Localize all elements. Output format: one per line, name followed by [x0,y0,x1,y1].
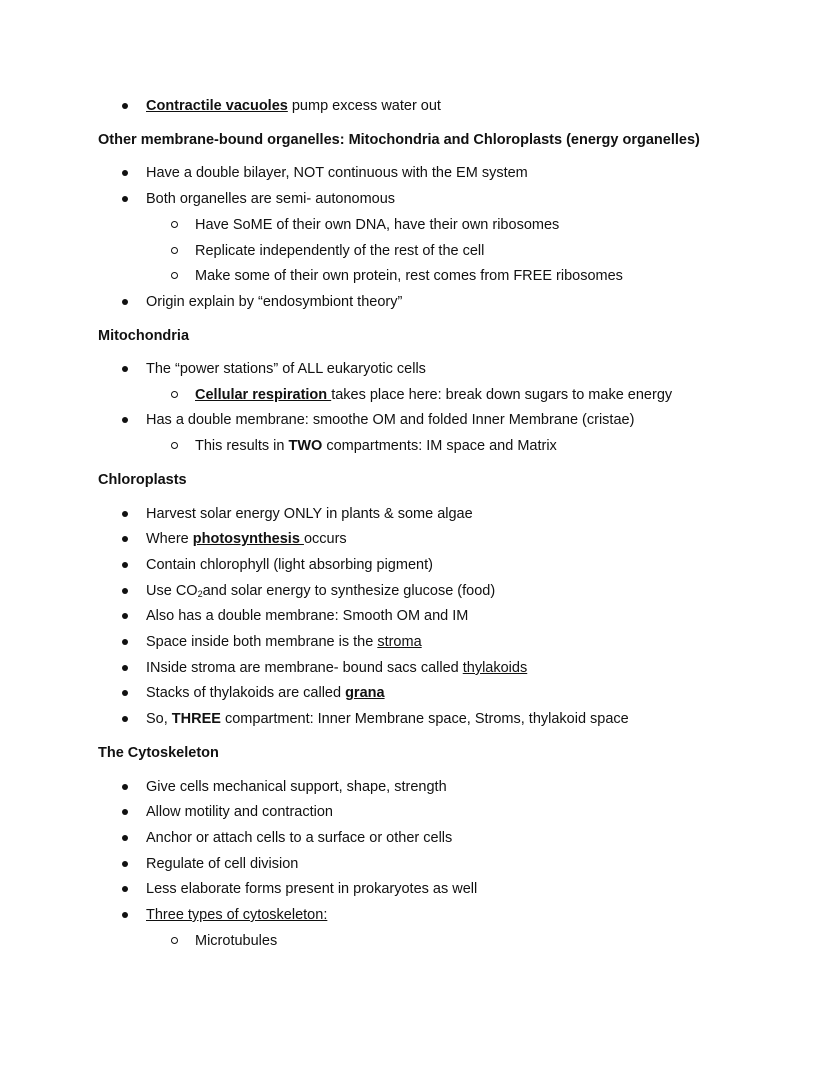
bullet-chlorophyll: Contain chlorophyll (light absorbing pigment) [146,557,433,573]
bullet-stroma: Space inside both membrane is the stroma [146,634,422,650]
subbullet-cellular-respiration: Cellular respiration takes place here: break down sugars to make energy [195,387,673,403]
bullet-grana: Stacks of thylakoids are called grana [146,685,385,701]
bullet-three-compartments: So, THREE compartment: Inner Membrane space, Stroms, thylakoid space [146,711,629,727]
bullet-three-types [146,906,327,924]
heading-cytoskeleton: The Cytoskeleton [98,745,219,761]
subbullet-microtubules: Microtubules [195,933,278,949]
term-thylakoids: thylakoids [462,660,528,676]
bullet-contractile-vacuoles: Contractile vacuoles pump excess water out [146,98,441,114]
subbullet-replicate: Replicate independently of the rest of the cell [195,243,485,259]
bullet-endosymbiont: Origin explain by “endosymbiont theory” [146,294,403,310]
heading-energy-organelles: Other membrane-bound organelles: Mitochondria and Chloroplasts (energy organelles) [98,132,700,148]
subbullet-own-protein: Make some of their own protein, rest comes from FREE ribosomes [195,268,623,284]
bullet-motility: Allow motility and contraction [146,804,333,820]
bullet-cell-division: Regulate of cell division [146,856,299,872]
term-grana: grana [345,685,385,701]
bullet-mechanical-support: Give cells mechanical support, shape, strength [146,779,447,795]
heading-mitochondria: Mitochondria [98,328,190,344]
heading-chloroplasts: Chloroplasts [98,472,187,488]
bullet-harvest-solar: Harvest solar energy ONLY in plants & some algae [146,506,473,522]
bullet-co2: Use $CO_2and$ solar energy to synthesize glucose (food) [146,583,496,599]
bullet-thylakoids: INside stroma are membrane- bound sacs called thylakoids [146,660,528,676]
subbullet-own-dna: Have SoME of their own DNA, have their own ribosomes [195,217,560,233]
bullet-double-bilayer: Have a double bilayer, NOT continuous with the EM system [146,165,528,181]
bullet-semi-autonomous: Both organelles are semi- autonomous [146,191,396,207]
bullet-anchor: Anchor or attach cells to a surface or other cells [146,830,453,846]
bullet-mito-double-membrane: Has a double membrane: smoothe OM and folded Inner Membrane (cristae) [146,412,635,428]
bullet-power-stations: The “power stations” of ALL eukaryotic cells [146,361,426,377]
bullet-chloro-double-membrane: Also has a double membrane: Smooth OM and IM [146,608,469,624]
bullet-prokaryotes: Less elaborate forms present in prokaryotes as well [146,881,478,897]
term-cellular-respiration: Cellular respiration [195,387,332,403]
term-stroma: stroma [377,634,422,650]
subbullet-two-compartments: This results in TWO compartments: IM space and Matrix [195,438,557,454]
term-contractile-vacuoles: Contractile vacuoles [146,98,288,114]
term-three-types: Three types of cytoskeleton: [146,907,328,923]
bullet-photosynthesis: Where photosynthesis occurs [146,531,347,547]
term-photosynthesis: photosynthesis [192,531,304,547]
